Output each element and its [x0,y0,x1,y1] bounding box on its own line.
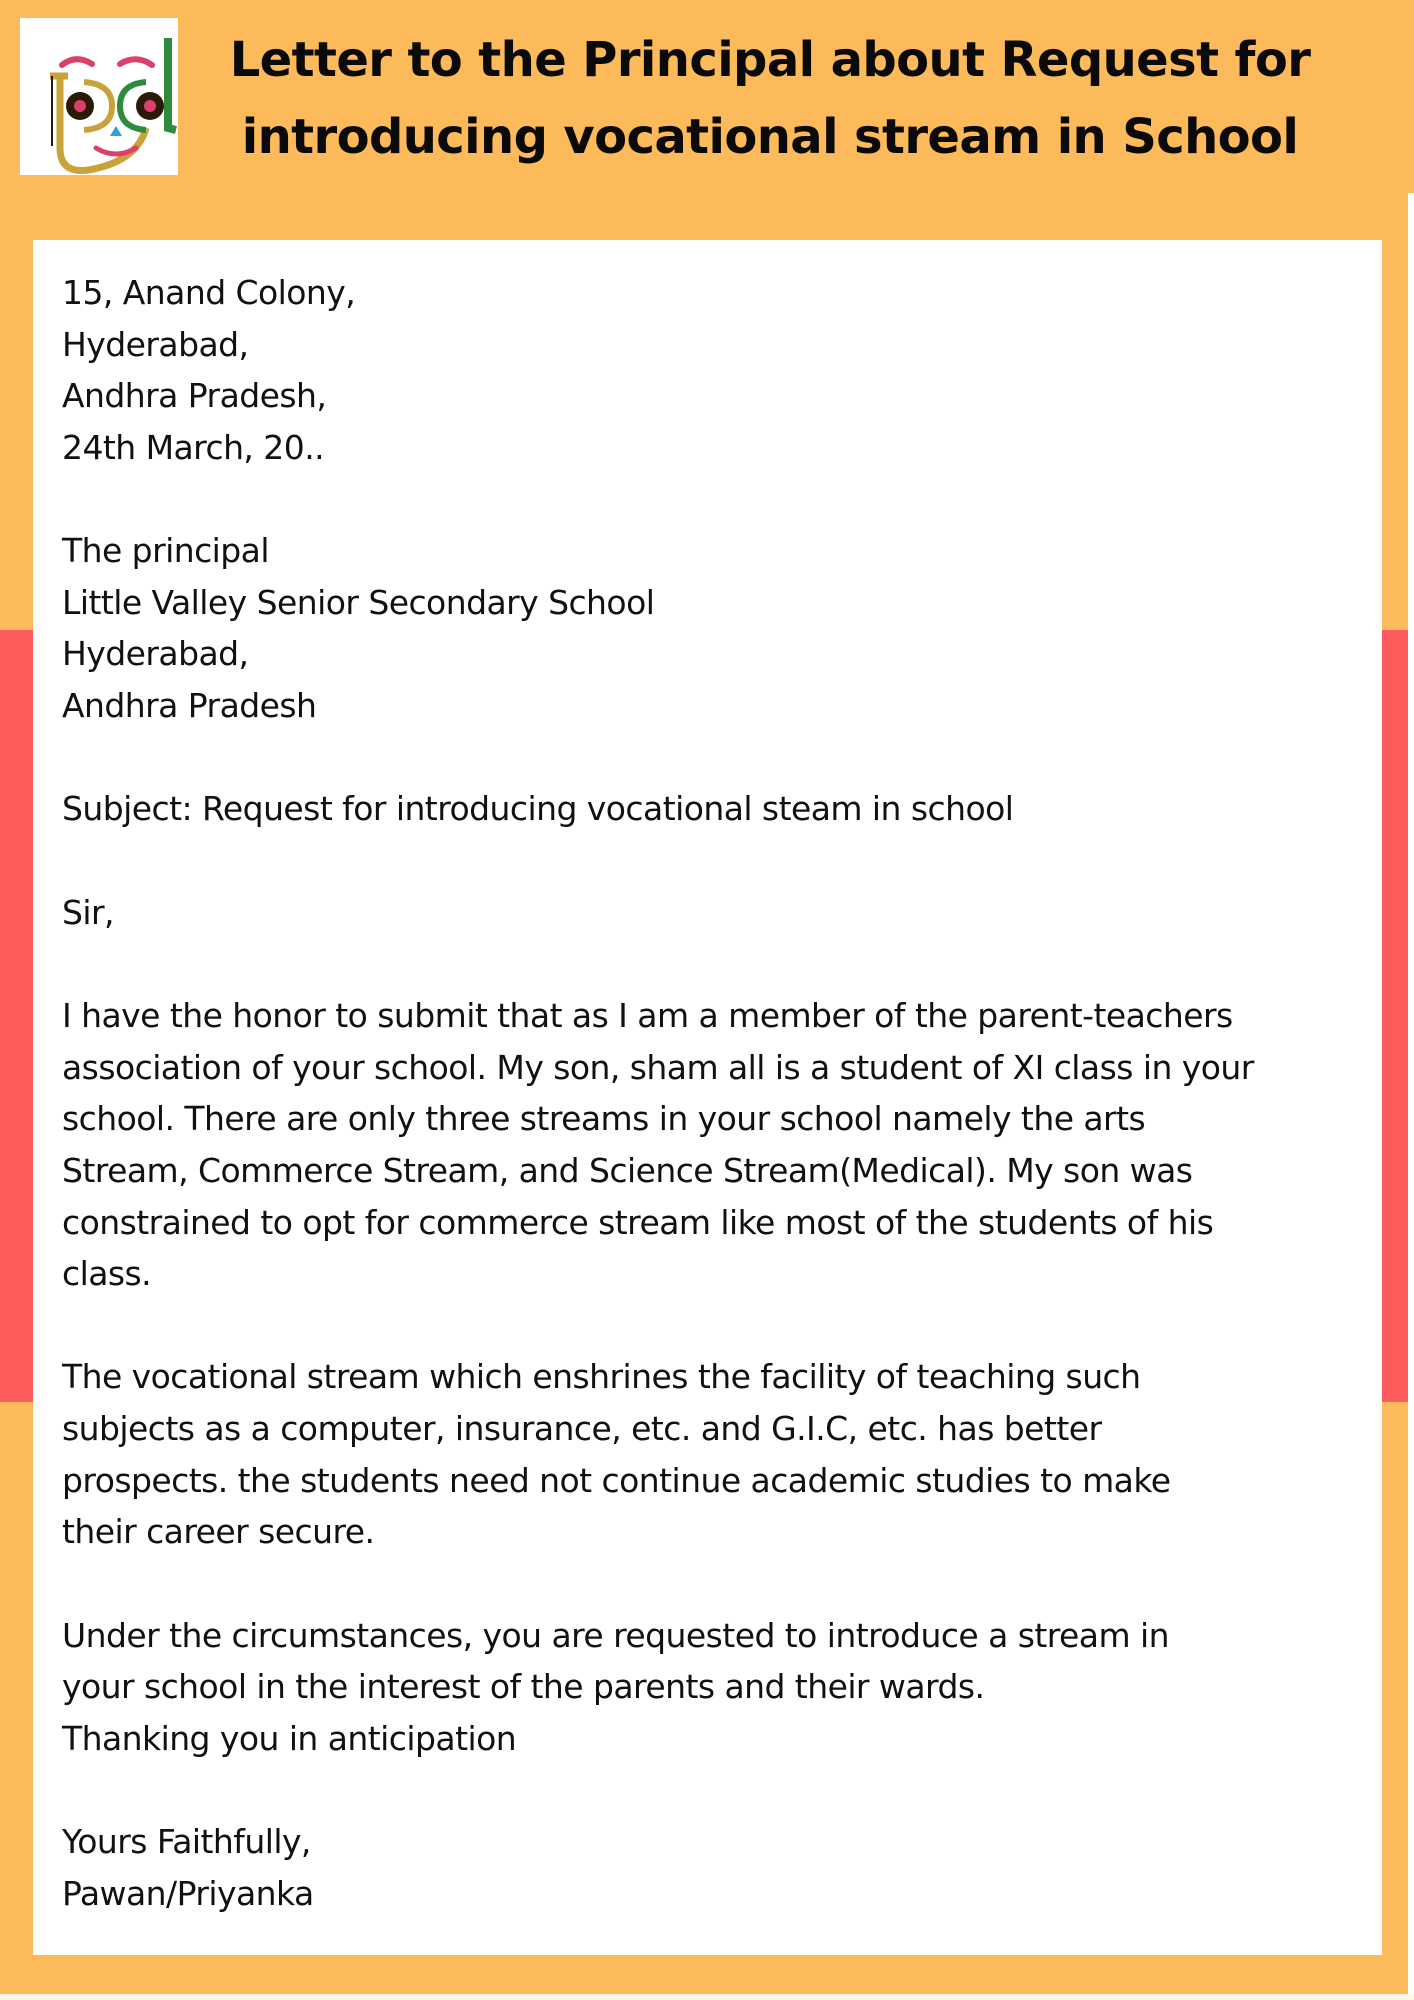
paragraph-3 [62,1610,1372,1765]
title-line-2: introducing vocational stream in School [241,109,1299,165]
sender-address-line: Andhra Pradesh, [62,376,327,416]
spacer [62,474,1372,526]
bottom-edge-strip [0,1994,1414,2000]
letter-closing: Yours Faithfully, [62,1822,311,1862]
recipient-line: Hyderabad, [62,634,249,674]
paragraph-line: association of your school. My son, sham all is a student of XI class in your [62,1047,1254,1087]
paragraph-line: school. There are only three streams in your school namely the arts [62,1099,1146,1139]
paragraph-line: prospects. the students need not continue academic studies to make [62,1460,1171,1500]
sender-address-line: 15, Anand Colony, [62,273,356,312]
paragraph-line: subjects as a computer, insurance, etc. and G.I.C, etc. has better [62,1409,1102,1449]
paragraph-line: I have the honor to submit that as I am a member of the parent-teachers [62,995,1233,1035]
paragraph-2 [62,1351,1372,1558]
sender-address-line: Hyderabad, [62,324,249,364]
recipient-line: Little Valley Senior Secondary School [62,582,655,622]
spacer [62,938,1372,990]
recipient-line: Andhra Pradesh [62,686,317,726]
pd-logo-icon [20,18,178,175]
paragraph-line: Stream, Commerce Stream, and Science Stream(Medical). My son was [62,1150,1193,1190]
spacer [62,1765,1372,1817]
paragraph-line: your school in the interest of the parents and their wards. [62,1667,985,1707]
paragraph-line: constrained to opt for commerce stream like most of the students of his [62,1202,1214,1242]
letter-subject: Subject: Request for introducing vocational steam in school [62,789,1014,829]
title-line-1: Letter to the Principal about Request for [229,32,1311,88]
paragraph-line: Under the circumstances, you are requested to introduce a stream in [62,1615,1169,1655]
paragraph-line: Thanking you in anticipation [62,1718,517,1758]
paragraph-line: class. [62,1254,152,1294]
right-edge-strip [1408,193,1414,1996]
letter-date: 24th March, 20.. [62,427,325,467]
letter-body [62,267,1372,1920]
paragraph-line: their career secure. [62,1512,375,1552]
spacer [62,835,1372,887]
spacer [62,1558,1372,1610]
paragraph-1 [62,990,1372,1300]
letter-signature: Pawan/Priyanka [62,1873,314,1913]
pd-face-logo-icon [20,18,178,175]
page-title [190,22,1350,176]
letter-card [33,240,1382,1955]
spacer [62,732,1372,784]
spacer [62,1300,1372,1352]
letter-salutation: Sir, [62,892,114,932]
paragraph-line: The vocational stream which enshrines the facility of teaching such [62,1357,1141,1397]
recipient-line: The principal [62,531,269,571]
